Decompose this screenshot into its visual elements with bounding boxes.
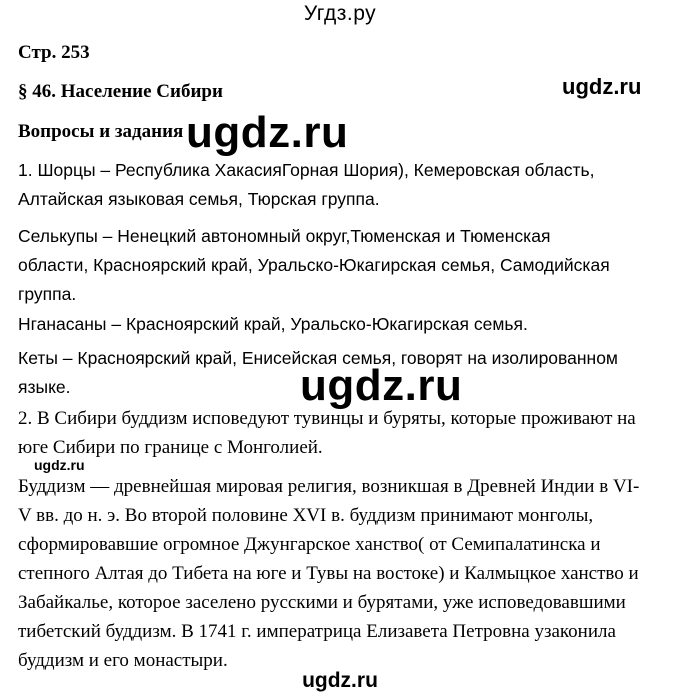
text-line: V вв. до н. э. Во второй половине XVI в. буддизм принимают монголы, — [18, 505, 594, 526]
text-line: Буддизм — древнейшая мировая религия, возникшая в Древней Индии в VI- — [18, 476, 640, 497]
text-line: тибетский буддизм. В 1741 г. императрица Елизавета Петровна узаконила — [18, 621, 616, 642]
answer-2-buddhism — [18, 472, 668, 675]
watermark-footer: ugdz.ru — [302, 669, 378, 692]
text-line: 2. В Сибири буддизм исповедуют тувинцы и буряты, которые проживают на — [18, 408, 636, 429]
text-line: Забайкалье, которое заселено русскими и бурятами, уже исповедовавшими — [18, 592, 626, 613]
text-line: юге Сибири по границе с Монголией. — [18, 437, 323, 458]
watermark-right: ugdz.ru — [562, 74, 642, 99]
answer-2-intro — [18, 404, 668, 462]
text-line: Кеты – Красноярский край, Енисейская семья, говорят на изолированном — [18, 348, 618, 368]
text-line: языке. — [18, 377, 71, 397]
page-reference: Стр. 253 — [18, 42, 90, 63]
site-header[interactable]: Угдз.ру — [303, 2, 377, 25]
text-line: степного Алтая до Тибета на юге и Тувы на востоке) и Калмыцкое ханство и — [18, 563, 639, 584]
text-line: сформировавшие огромное Джунгарское ханство( от Семипалатинска и — [18, 534, 601, 555]
answer-1-shors — [18, 156, 668, 214]
watermark-large-middle: ugdz.ru — [300, 361, 463, 410]
text-line: Нганасаны – Красноярский край, Уральско-Юкагирская семья. — [18, 314, 528, 334]
text-line: Алтайская языковая семья, Тюрская группа. — [18, 189, 380, 209]
watermark-large-top: ugdz.ru — [186, 108, 349, 157]
text-line: буддизм и его монастыри. — [18, 650, 228, 671]
text-line: области, Красноярский край, Уральско-Юкагирская семья, Самодийская — [18, 255, 610, 275]
text-line: 1. Шорцы – Республика ХакасияГорная Шория), Кемеровская область, — [18, 160, 595, 180]
text-line: Селькупы – Ненецкий автономный округ,Тюменская и Тюменская — [18, 226, 551, 246]
text-line: группа. — [18, 284, 77, 304]
answer-1-nganasans — [18, 310, 668, 339]
questions-heading: Вопросы и задания — [18, 121, 184, 142]
answer-1-selkups — [18, 222, 668, 309]
section-title: § 46. Население Сибири — [18, 81, 223, 102]
watermark-small: ugdz.ru — [34, 457, 85, 473]
